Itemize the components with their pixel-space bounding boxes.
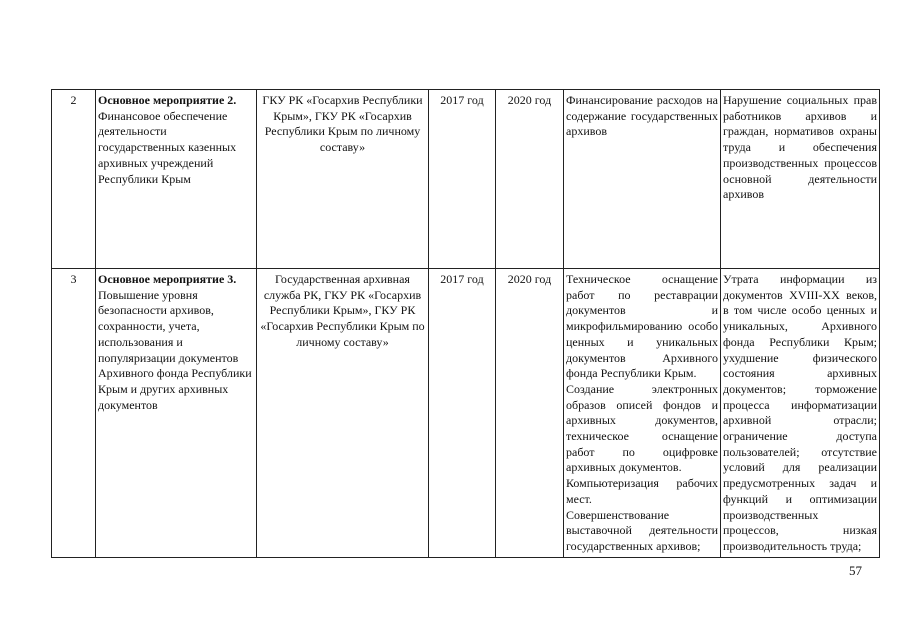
content-paragraph: Компьютеризация рабочих мест. bbox=[566, 476, 718, 506]
executor: ГКУ РК «Госархив Республики Крым», ГКУ РК «Госархив Республики Крым по личному составу» bbox=[257, 90, 429, 269]
end-year: 2020 год bbox=[496, 269, 564, 558]
table-row bbox=[52, 269, 880, 558]
non-implementation-risks: Утрата информации из документов XVIII-XX веков, в том числе особо ценных и уникальных, Архивного фонда Республики Крым; ухудшение физического состояния архивных документов; торможение процесса информатизации архивной отрасли; ограничение доступа пользователей; отсутствие условий для реализации предусмотренных задач и функций и оптимизации производственных процессов, низкая производительность труда; bbox=[721, 269, 880, 558]
measure-title: Основное мероприятие 3. bbox=[98, 272, 237, 286]
measure-description: Повышение уровня безопасности архивов, сохранности, учета, использования и популяризации документов Архивного фонда Республики Крым и других архивных документов bbox=[98, 287, 252, 412]
measure-name bbox=[96, 90, 257, 269]
page-number: 57 bbox=[849, 563, 862, 578]
content-paragraph: Финансирование расходов на содержание государственных архивов bbox=[566, 93, 718, 139]
content-paragraph: Техническое оснащение работ по реставрации документов и микрофильмированию особо ценных и уникальных документов Архивного фонда Республики Крым. bbox=[566, 272, 718, 381]
executor: Государственная архивная служба РК, ГКУ РК «Госархив Республики Крым», ГКУ РК «Госархив Республики Крым по личному составу» bbox=[257, 269, 429, 558]
measure-content bbox=[564, 90, 721, 269]
start-year: 2017 год bbox=[429, 269, 496, 558]
measure-title: Основное мероприятие 2. bbox=[98, 93, 237, 107]
table-row bbox=[52, 90, 880, 269]
non-implementation-risks: Нарушение социальных прав работников архивов и граждан, нормативов охраны труда и обеспечения производственных процессов основной деятельности архивов bbox=[721, 90, 880, 269]
measure-description: Финансовое обеспечение деятельности государственных казенных архивных учреждений Республики Крым bbox=[98, 108, 237, 186]
row-number: 2 bbox=[52, 90, 96, 269]
end-year: 2020 год bbox=[496, 90, 564, 269]
content-paragraph: Совершенствование выставочной деятельности государственных архивов; bbox=[566, 507, 718, 553]
row-number: 3 bbox=[52, 269, 96, 558]
content-paragraph: Создание электронных образов описей фондов и архивных документов, техническое оснащение работ по оцифровке архивных документов. bbox=[566, 381, 718, 475]
start-year: 2017 год bbox=[429, 90, 496, 269]
measures-table bbox=[51, 89, 880, 558]
measure-name bbox=[96, 269, 257, 558]
measure-content bbox=[564, 269, 721, 558]
